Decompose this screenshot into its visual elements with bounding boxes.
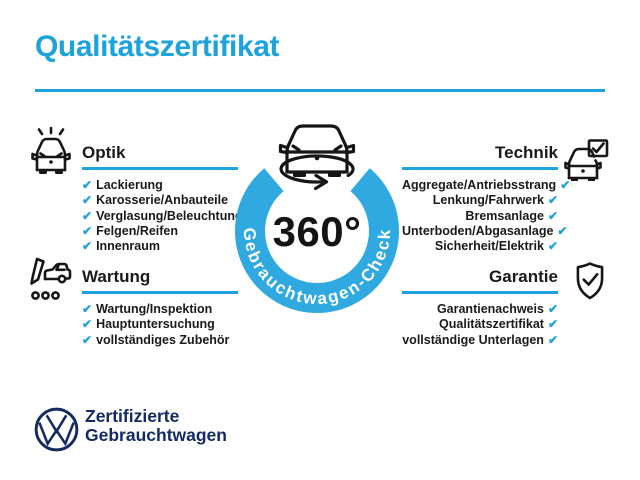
car-front-shine-icon <box>28 125 74 175</box>
list-item-label: vollständige Unterlagen <box>402 332 544 347</box>
check-icon: ✔ <box>82 239 93 254</box>
list-item-label: Aggregate/Antriebsstrang <box>402 178 557 192</box>
list-item-label: vollständiges Zubehör <box>96 332 230 347</box>
service-checklist-icon <box>26 256 72 302</box>
section-technik <box>402 143 571 254</box>
shield-check-icon <box>573 261 607 301</box>
list-item <box>402 193 558 208</box>
section-wartung <box>82 267 238 348</box>
check-icon: ✔ <box>82 208 93 223</box>
ring-label: Gebrauchtwagen-Check <box>239 227 395 309</box>
list-item <box>82 193 238 208</box>
list-item <box>82 208 243 224</box>
section-title: Garantie <box>489 267 558 286</box>
checklist <box>82 178 243 254</box>
section-garantie <box>402 267 558 348</box>
list-item-label: Innenraum <box>96 239 160 254</box>
list-item-label: Karosserie/Anbauteile <box>96 193 229 208</box>
vw-logo <box>33 406 80 453</box>
check-icon: ✔ <box>547 302 558 316</box>
check-icon: ✔ <box>557 223 568 238</box>
check-icon: ✔ <box>82 332 93 347</box>
check-icon: ✔ <box>82 193 93 208</box>
list-item <box>402 302 558 317</box>
list-item <box>402 239 558 254</box>
checklist <box>402 302 558 348</box>
check-icon: ✔ <box>82 302 93 316</box>
360-check-graphic <box>217 108 417 324</box>
list-item-label: Verglasung/Beleuchtung <box>96 208 243 223</box>
check-icon: ✔ <box>82 223 93 238</box>
list-item-label: Felgen/Reifen <box>96 223 179 238</box>
list-item <box>402 178 571 193</box>
list-item <box>402 223 568 239</box>
checklist <box>82 302 238 348</box>
car-checkbox-icon <box>564 139 610 181</box>
list-item <box>82 302 238 317</box>
car-360-icon <box>281 126 354 189</box>
checklist <box>402 178 571 254</box>
list-item-label: Lenkung/Fahrwerk <box>432 193 544 208</box>
check-icon: ✔ <box>547 193 558 208</box>
list-item <box>82 239 238 254</box>
page-title: Qualitätszertifikat <box>35 30 280 63</box>
list-item-label: Bremsanlage <box>465 208 544 223</box>
list-item <box>402 333 558 348</box>
degree-label: 360° <box>272 208 362 255</box>
footer-claim-line2: Gebrauchtwagen <box>85 425 227 445</box>
section-title: Optik <box>82 143 126 162</box>
list-item-label: Sicherheit/Elektrik <box>434 239 544 254</box>
section-title: Technik <box>495 143 558 162</box>
check-icon: ✔ <box>547 317 558 332</box>
check-icon: ✔ <box>82 178 93 192</box>
list-item-label: Lackierung <box>96 178 163 192</box>
list-item-label: Unterboden/Abgasanlage <box>402 223 554 238</box>
section-underline <box>402 167 558 170</box>
section-underline <box>82 291 238 294</box>
section-title: Wartung <box>82 267 151 286</box>
list-item <box>402 209 558 224</box>
check-icon: ✔ <box>82 317 93 332</box>
title-underline <box>35 89 605 92</box>
list-item-label: Wartung/Inspektion <box>96 302 213 316</box>
list-item <box>82 317 238 332</box>
list-item-label: Garantienachweis <box>436 302 544 316</box>
check-icon: ✔ <box>560 178 571 192</box>
footer-claim-line1: Zertifizierte <box>85 406 180 426</box>
list-item <box>402 317 558 332</box>
list-item-label: Qualitätszertifikat <box>439 317 544 332</box>
check-icon: ✔ <box>547 332 558 347</box>
check-icon: ✔ <box>547 208 558 223</box>
section-optik <box>82 143 243 254</box>
section-underline <box>402 291 558 294</box>
check-icon: ✔ <box>547 239 558 254</box>
list-item <box>82 333 238 348</box>
list-item <box>82 178 238 193</box>
list-item <box>82 224 238 239</box>
list-item-label: Hauptuntersuchung <box>96 317 215 332</box>
footer-claim <box>85 407 227 445</box>
section-underline <box>82 167 238 170</box>
